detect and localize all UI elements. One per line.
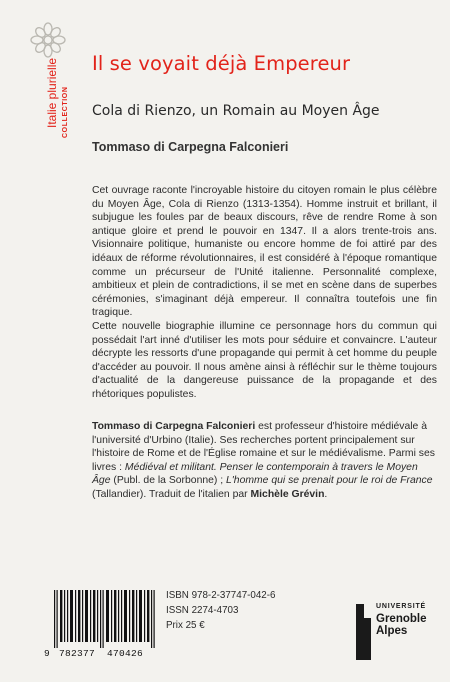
barcode-first-digit: 9 [44,648,51,659]
collection-label: COLLECTION [62,86,69,138]
bio-text: (Tallandier). Traduit de l'italien par [92,488,251,500]
summary-paragraph: Cette nouvelle biographie illumine ce personnage hors du commun qui possédait l'art inné d'utiliser les mots pour séduire et convaincre. L'auteur décrypte les ressorts d'une propagande qui permit à cet homme du peuple d'accéder au pouvoir. Il nous amène ainsi à réfléchir sur le thème toujours d'actualité de la dangereuse puissance de la propagande et des rhétoriques populistes. [92,320,437,400]
barcode-bars-icon [52,590,156,648]
isbn: ISBN 978-2-37747-042-6 [166,590,276,601]
book-title: Il se voyait déjà Empereur [92,52,351,75]
identifiers [166,588,275,633]
barcode-group-1: 782377 [59,648,96,659]
publisher-mark-notch [364,604,371,618]
price: Prix 25 € [166,620,205,631]
flower-icon [30,22,66,58]
bio-book-title: Médiéval et militant. Penser le contemporain à travers le Moyen Âge [92,461,418,487]
bio-translator: Michèle Grévin [250,488,325,500]
publisher-line-3: Alpes [376,625,408,637]
collection-name: Italie plurielle [45,57,59,128]
book-subtitle: Cola di Rienzo, un Romain au Moyen Âge [92,103,380,119]
issn: ISSN 2274-4703 [166,605,239,616]
bio-text: (Publ. de la Sorbonne) ; [110,475,227,487]
author-bio [92,420,437,502]
summary-paragraph: Cet ouvrage raconte l'incroyable histoire du citoyen romain le plus célèbre du Moyen Âge, Cola di Rienzo (1313-1354). Homme instruit et brillant, il subjugue les foules par de beaux discours, rêve de rendre Rome à son antique gloire et prend le pouvoir en 1347. Il a alors trente-trois ans. Visionnaire politique, humaniste ou encore homme de foi attiré par des idéaux de réforme révolutionnaires, il est considéré à l'époque romantique comme un précurseur de l'Unité italienne. Personnalité complexe, ambitieux et plein de contradictions, il se met en scène dans de superbes cérémonies, s'imaginant déjà empereur. Il connaîtra toutefois une fin tragique. [92,185,437,319]
summary [92,184,437,402]
bio-author-name: Tommaso di Carpegna Falconieri [92,421,256,432]
bio-book-title: L'homme qui se prenait pour le roi de France [226,475,433,487]
barcode-group-2: 470426 [107,648,144,659]
publisher-logo [356,600,446,660]
publisher-line-1: UNIVERSITÉ [376,603,427,610]
publisher-name [376,613,426,637]
barcode [44,590,156,666]
publisher-line-2: Grenoble [376,613,427,625]
book-author: Tommaso di Carpegna Falconieri [92,140,289,154]
bio-text: est professeur d'histoire médiévale à l'université d'Urbino (Italie). Ses recherches portent principalement sur l'histoire de Rome et de l'Église romaine et sur le médiévalisme. Parmi ses livres : [92,421,435,473]
bio-text: . [324,488,328,500]
